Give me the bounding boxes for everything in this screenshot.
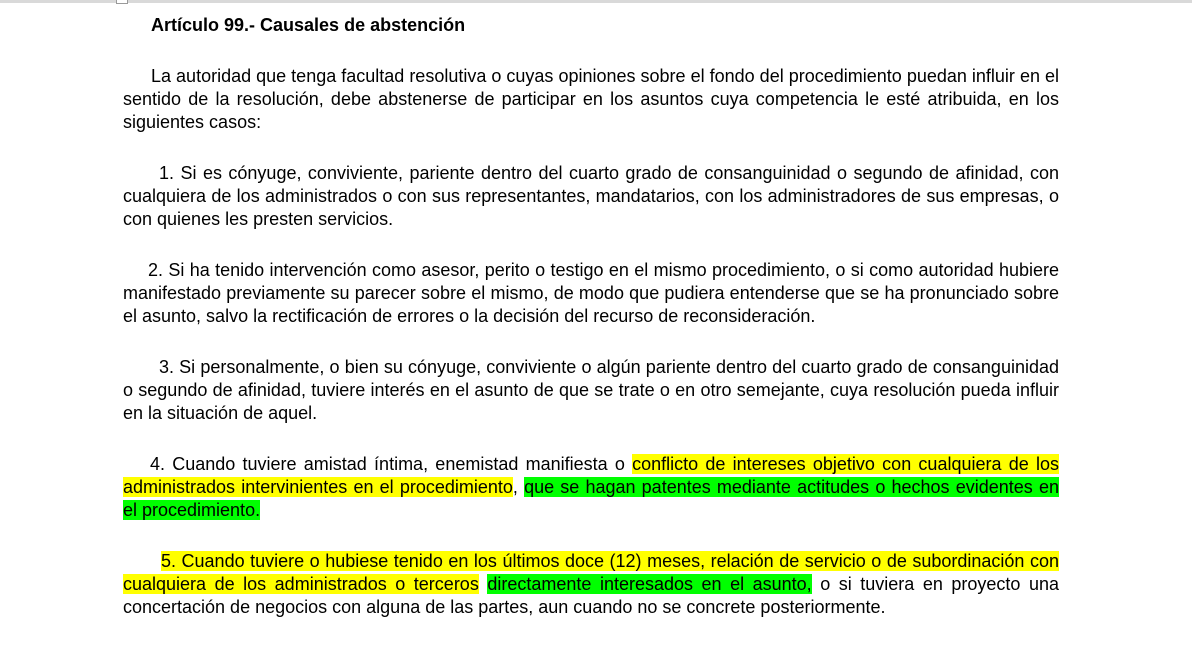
document-page [123, 14, 1059, 619]
item-3: 3. Si personalmente, o bien su cónyuge, conviviente o algún pariente dentro del cuarto grado de consanguinidad o segundo de afinidad, tuviere interés en el asunto de que se trate o en otro semejante, cuya resolución pueda influir en la situación de aquel. [123, 357, 1059, 423]
page-corner-mark [116, 0, 128, 4]
intro-paragraph: La autoridad que tenga facultad resolutiva o cuyas opiniones sobre el fondo del procedimiento puedan influir en el sentido de la resolución, debe abstenerse de participar en los asuntos cuya competencia le esté atribuida, en los siguientes casos: [123, 66, 1059, 132]
item-5-green-highlight: directamente interesados en el asunto, [487, 574, 812, 594]
item-2: 2. Si ha tenido intervención como asesor, perito o testigo en el mismo procedimiento, o si como autoridad hubiere manifestado previamente su parecer sobre el mismo, de modo que pudiera entenderse que se ha pronunciado sobre el asunto, salvo la rectificación de errores o la decisión del recurso de reconsideración. [123, 260, 1059, 326]
item-4 [123, 453, 1059, 522]
item-5-yellow-highlight: 5. Cuando tuviere o hubiese tenido en los últimos doce (12) meses, relación de servicio o de subordinación con cualquiera de los administrados o terceros [123, 551, 1059, 594]
item-4-comma: , [512, 477, 525, 497]
item-4-text: 4. Cuando tuviere amistad íntima, enemistad manifiesta o [150, 454, 633, 474]
page-top-rule [0, 0, 1192, 3]
item-4-green-highlight: que se hagan patentes mediante actitudes o hechos evidentes en el procedimiento. [123, 477, 1059, 520]
item-1: 1. Si es cónyuge, conviviente, pariente dentro del cuarto grado de consanguinidad o segundo de afinidad, con cualquiera de los administrados o con sus representantes, mandatarios, con los administradores de sus empresas, o con quienes les presten servicios. [123, 163, 1059, 229]
item-5 [123, 550, 1059, 619]
article-title: Artículo 99.- Causales de abstención [151, 15, 466, 35]
item-4-yellow-highlight: conflicto de intereses objetivo con cualquiera de los administrados intervinientes en el procedimiento [123, 454, 1059, 497]
item-5-text: o si tuviera en proyecto una concertación de negocios con alguna de las partes, aun cuando no se concrete posteriormente. [123, 574, 1059, 617]
